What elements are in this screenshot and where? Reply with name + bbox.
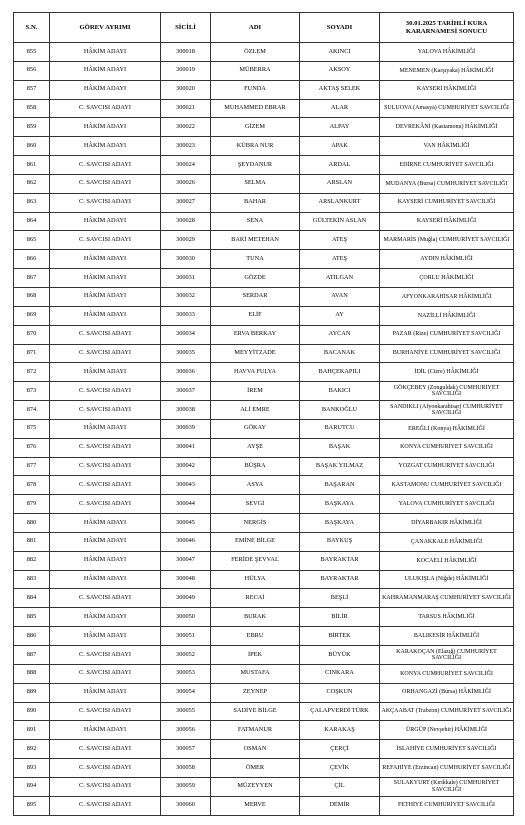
cell-sn: 860 xyxy=(14,137,50,156)
table-row xyxy=(14,61,514,80)
cell-gorev-ayrimi: C. SAVCISI ADAYI xyxy=(50,438,161,457)
cell-kura-sonucu: MUDANYA (Bursa) CUMHURİYET SAVCILIĞI xyxy=(380,174,514,193)
cell-sicili: 300037 xyxy=(161,382,211,401)
cell-soyadi: DEMİR xyxy=(300,796,380,815)
cell-adi: ŞEYDANUR xyxy=(211,156,300,175)
cell-gorev-ayrimi: HÂKİM ADAYI xyxy=(50,212,161,231)
cell-adi: EBRU xyxy=(211,627,300,646)
cell-sicili: 300051 xyxy=(161,627,211,646)
cell-sn: 883 xyxy=(14,570,50,589)
cell-kura-sonucu: İSLAHİYE CUMHURİYET SAVCILIĞI xyxy=(380,740,514,759)
cell-sicili: 300023 xyxy=(161,137,211,156)
header-soyadi: SOYADI xyxy=(300,13,380,43)
cell-gorev-ayrimi: HÂKİM ADAYI xyxy=(50,514,161,533)
cell-sn: 858 xyxy=(14,99,50,118)
table-header-row xyxy=(14,13,514,43)
cell-kura-sonucu: PAZAR (Rize) CUMHURİYET SAVCILIĞI xyxy=(380,325,514,344)
cell-gorev-ayrimi: HÂKİM ADAYI xyxy=(50,43,161,62)
cell-kura-sonucu: KONYA CUMHURİYET SAVCILIĞI xyxy=(380,664,514,683)
cell-sicili: 300022 xyxy=(161,118,211,137)
cell-soyadi: KARAKAŞ xyxy=(300,721,380,740)
cell-adi: MÜBERRA xyxy=(211,61,300,80)
cell-gorev-ayrimi: C. SAVCISI ADAYI xyxy=(50,99,161,118)
cell-sn: 878 xyxy=(14,476,50,495)
cell-kura-sonucu: ÇORLU HÂKİMLİĞİ xyxy=(380,269,514,288)
cell-sn: 873 xyxy=(14,382,50,401)
cell-sn: 869 xyxy=(14,306,50,325)
header-sn: S.N. xyxy=(14,13,50,43)
cell-sicili: 300019 xyxy=(161,61,211,80)
table-row xyxy=(14,476,514,495)
cell-adi: ÖMER xyxy=(211,759,300,778)
table-row xyxy=(14,457,514,476)
cell-kura-sonucu: KAHRAMANMARAŞ CUMHURİYET SAVCILIĞI xyxy=(380,589,514,608)
cell-kura-sonucu: KARAKOÇAN (Elazığ) CUMHURİYET SAVCILIĞI xyxy=(380,646,514,665)
cell-adi: AYŞE xyxy=(211,438,300,457)
cell-soyadi: AY xyxy=(300,306,380,325)
table-row xyxy=(14,231,514,250)
cell-kura-sonucu: KASTAMONU CUMHURİYET SAVCILIĞI xyxy=(380,476,514,495)
cell-adi: ÖZLEM xyxy=(211,43,300,62)
cell-sn: 882 xyxy=(14,551,50,570)
cell-sicili: 300046 xyxy=(161,532,211,551)
cell-sn: 864 xyxy=(14,212,50,231)
cell-sn: 874 xyxy=(14,401,50,420)
cell-gorev-ayrimi: HÂKİM ADAYI xyxy=(50,532,161,551)
cell-soyadi: BAŞAK YILMAZ xyxy=(300,457,380,476)
cell-sn: 893 xyxy=(14,759,50,778)
table-body xyxy=(14,43,514,816)
cell-adi: SADİYE BİLGE xyxy=(211,702,300,721)
table-row xyxy=(14,796,514,815)
cell-sn: 855 xyxy=(14,43,50,62)
cell-adi: RECAİ xyxy=(211,589,300,608)
cell-adi: HAVVA FULYA xyxy=(211,363,300,382)
table-row xyxy=(14,514,514,533)
cell-sn: 887 xyxy=(14,646,50,665)
cell-kura-sonucu: YOZGAT CUMHURİYET SAVCILIĞI xyxy=(380,457,514,476)
cell-adi: MÜZEYYEN xyxy=(211,777,300,796)
table-row xyxy=(14,306,514,325)
cell-adi: GİZEM xyxy=(211,118,300,137)
cell-sicili: 300045 xyxy=(161,514,211,533)
cell-kura-sonucu: SULUOVA (Amasya) CUMHURİYET SAVCILIĞI xyxy=(380,99,514,118)
cell-adi: BAHAR xyxy=(211,193,300,212)
cell-sn: 885 xyxy=(14,608,50,627)
cell-sicili: 300034 xyxy=(161,325,211,344)
table-row xyxy=(14,683,514,702)
cell-sn: 891 xyxy=(14,721,50,740)
cell-soyadi: APAK xyxy=(300,137,380,156)
cell-kura-sonucu: YALOVA HÂKİMLİĞİ xyxy=(380,43,514,62)
table-row xyxy=(14,495,514,514)
cell-soyadi: BAYKUŞ xyxy=(300,532,380,551)
table-row xyxy=(14,532,514,551)
cell-gorev-ayrimi: HÂKİM ADAYI xyxy=(50,137,161,156)
cell-sicili: 300021 xyxy=(161,99,211,118)
table-row xyxy=(14,118,514,137)
cell-gorev-ayrimi: C. SAVCISI ADAYI xyxy=(50,476,161,495)
cell-kura-sonucu: GÖKÇEBEY (Zonguldak) CUMHURİYET SAVCILIĞI xyxy=(380,382,514,401)
cell-sn: 889 xyxy=(14,683,50,702)
cell-kura-sonucu: SULAKYURT (Kırıkkale) CUMHURİYET SAVCILIĞI xyxy=(380,777,514,796)
cell-sicili: 300049 xyxy=(161,589,211,608)
cell-adi: BAKİ METEHAN xyxy=(211,231,300,250)
cell-gorev-ayrimi: C. SAVCISI ADAYI xyxy=(50,401,161,420)
cell-sn: 876 xyxy=(14,438,50,457)
cell-soyadi: BACANAK xyxy=(300,344,380,363)
table-row xyxy=(14,287,514,306)
cell-sn: 862 xyxy=(14,174,50,193)
cell-gorev-ayrimi: C. SAVCISI ADAYI xyxy=(50,325,161,344)
cell-soyadi: ATEŞ xyxy=(300,231,380,250)
cell-gorev-ayrimi: HÂKİM ADAYI xyxy=(50,683,161,702)
cell-gorev-ayrimi: HÂKİM ADAYI xyxy=(50,551,161,570)
cell-kura-sonucu: AKÇAABAT (Trabzon) CUMHURİYET SAVCILIĞI xyxy=(380,702,514,721)
table-row xyxy=(14,702,514,721)
cell-sn: 881 xyxy=(14,532,50,551)
cell-soyadi: BAHÇEKAPILI xyxy=(300,363,380,382)
cell-adi: BÜŞRA xyxy=(211,457,300,476)
cell-soyadi: BEŞLİ xyxy=(300,589,380,608)
cell-adi: SENA xyxy=(211,212,300,231)
cell-sicili: 300043 xyxy=(161,476,211,495)
cell-kura-sonucu: MENEMEN (Karşıyaka) HÂKİMLİĞİ xyxy=(380,61,514,80)
cell-kura-sonucu: TARSUS HÂKİMLİĞİ xyxy=(380,608,514,627)
cell-sn: 892 xyxy=(14,740,50,759)
cell-sicili: 300059 xyxy=(161,777,211,796)
table-row xyxy=(14,401,514,420)
cell-kura-sonucu: NAZİLLİ HÂKİMLİĞİ xyxy=(380,306,514,325)
cell-soyadi: AVAN xyxy=(300,287,380,306)
cell-gorev-ayrimi: HÂKİM ADAYI xyxy=(50,570,161,589)
cell-sicili: 300024 xyxy=(161,156,211,175)
cell-gorev-ayrimi: C. SAVCISI ADAYI xyxy=(50,156,161,175)
cell-gorev-ayrimi: HÂKİM ADAYI xyxy=(50,118,161,137)
cell-adi: SELMA xyxy=(211,174,300,193)
cell-gorev-ayrimi: C. SAVCISI ADAYI xyxy=(50,231,161,250)
cell-kura-sonucu: ÇANAKKALE HÂKİMLİĞİ xyxy=(380,532,514,551)
cell-sn: 866 xyxy=(14,250,50,269)
table-row xyxy=(14,137,514,156)
cell-kura-sonucu: KOCAELİ HÂKİMLİĞİ xyxy=(380,551,514,570)
cell-kura-sonucu: BALIKESİR HÂKİMLİĞİ xyxy=(380,627,514,646)
table-row xyxy=(14,363,514,382)
cell-kura-sonucu: ULUKIŞLA (Niğde) HÂKİMLİĞİ xyxy=(380,570,514,589)
cell-sicili: 300047 xyxy=(161,551,211,570)
table-row xyxy=(14,156,514,175)
cell-adi: ASYA xyxy=(211,476,300,495)
table-row xyxy=(14,325,514,344)
cell-soyadi: ALAR xyxy=(300,99,380,118)
cell-sn: 890 xyxy=(14,702,50,721)
cell-adi: BURAK xyxy=(211,608,300,627)
cell-gorev-ayrimi: C. SAVCISI ADAYI xyxy=(50,759,161,778)
cell-soyadi: BAYRAKTAR xyxy=(300,551,380,570)
cell-kura-sonucu: İDİL (Cizre) HÂKİMLİĞİ xyxy=(380,363,514,382)
table-row xyxy=(14,759,514,778)
cell-adi: ZEYNEP xyxy=(211,683,300,702)
cell-kura-sonucu: FETHİYE CUMHURİYET SAVCILIĞI xyxy=(380,796,514,815)
cell-gorev-ayrimi: HÂKİM ADAYI xyxy=(50,250,161,269)
cell-sicili: 300026 xyxy=(161,174,211,193)
cell-kura-sonucu: BURHANİYE CUMHURİYET SAVCILIĞI xyxy=(380,344,514,363)
table-row xyxy=(14,551,514,570)
cell-sicili: 300057 xyxy=(161,740,211,759)
cell-adi: OSMAN xyxy=(211,740,300,759)
table-row xyxy=(14,382,514,401)
cell-sicili: 300032 xyxy=(161,287,211,306)
cell-gorev-ayrimi: C. SAVCISI ADAYI xyxy=(50,344,161,363)
cell-sicili: 300041 xyxy=(161,438,211,457)
cell-soyadi: AKTAŞ SELEK xyxy=(300,80,380,99)
cell-soyadi: AKSOY xyxy=(300,61,380,80)
cell-sn: 867 xyxy=(14,269,50,288)
cell-soyadi: BAŞKAYA xyxy=(300,514,380,533)
cell-adi: MUHAMMED EBRAR xyxy=(211,99,300,118)
cell-sicili: 300033 xyxy=(161,306,211,325)
table-row xyxy=(14,193,514,212)
cell-sicili: 300020 xyxy=(161,80,211,99)
cell-kura-sonucu: DİYARBAKIR HÂKİMLİĞİ xyxy=(380,514,514,533)
cell-kura-sonucu: MARMARİS (Muğla) CUMHURİYET SAVCILIĞI xyxy=(380,231,514,250)
cell-gorev-ayrimi: C. SAVCISI ADAYI xyxy=(50,457,161,476)
cell-sn: 877 xyxy=(14,457,50,476)
cell-adi: FATMANUR xyxy=(211,721,300,740)
cell-sicili: 300050 xyxy=(161,608,211,627)
cell-soyadi: BAŞAK xyxy=(300,438,380,457)
cell-soyadi: AKINCI xyxy=(300,43,380,62)
cell-adi: EMİNE BİLGE xyxy=(211,532,300,551)
cell-sicili: 300039 xyxy=(161,419,211,438)
cell-kura-sonucu: KAYSERİ HÂKİMLİĞİ xyxy=(380,212,514,231)
header-kura-sonucu: 30.01.2025 TARİHLİ KURA KARARNAMESİ SONUCU xyxy=(380,13,514,43)
cell-soyadi: COŞKUN xyxy=(300,683,380,702)
cell-adi: SEVGİ xyxy=(211,495,300,514)
cell-sn: 859 xyxy=(14,118,50,137)
cell-sn: 861 xyxy=(14,156,50,175)
cell-sicili: 300031 xyxy=(161,269,211,288)
cell-adi: TUNA xyxy=(211,250,300,269)
cell-kura-sonucu: KONYA CUMHURİYET SAVCILIĞI xyxy=(380,438,514,457)
cell-gorev-ayrimi: HÂKİM ADAYI xyxy=(50,419,161,438)
table-row xyxy=(14,269,514,288)
cell-kura-sonucu: AYDIN HÂKİMLİĞİ xyxy=(380,250,514,269)
cell-sicili: 300042 xyxy=(161,457,211,476)
cell-sn: 857 xyxy=(14,80,50,99)
cell-sn: 856 xyxy=(14,61,50,80)
cell-soyadi: GÜLTEKİN ASLAN xyxy=(300,212,380,231)
cell-gorev-ayrimi: C. SAVCISI ADAYI xyxy=(50,740,161,759)
cell-gorev-ayrimi: C. SAVCISI ADAYI xyxy=(50,796,161,815)
table-row xyxy=(14,212,514,231)
cell-sicili: 300056 xyxy=(161,721,211,740)
cell-soyadi: ATILGAN xyxy=(300,269,380,288)
cell-kura-sonucu: KAYSERİ CUMHURİYET SAVCILIĞI xyxy=(380,193,514,212)
cell-soyadi: AYCAN xyxy=(300,325,380,344)
cell-sicili: 300038 xyxy=(161,401,211,420)
cell-soyadi: BİLİR xyxy=(300,608,380,627)
cell-gorev-ayrimi: C. SAVCISI ADAYI xyxy=(50,646,161,665)
cell-adi: İPEK xyxy=(211,646,300,665)
cell-soyadi: BÜYÜK xyxy=(300,646,380,665)
table-row xyxy=(14,99,514,118)
cell-soyadi: BAYRAKTAR xyxy=(300,570,380,589)
cell-soyadi: CINKARA xyxy=(300,664,380,683)
cell-adi: FUNDA xyxy=(211,80,300,99)
cell-gorev-ayrimi: HÂKİM ADAYI xyxy=(50,627,161,646)
cell-gorev-ayrimi: HÂKİM ADAYI xyxy=(50,363,161,382)
cell-soyadi: ÇERÇİ xyxy=(300,740,380,759)
cell-sicili: 300035 xyxy=(161,344,211,363)
cell-sn: 868 xyxy=(14,287,50,306)
cell-sn: 875 xyxy=(14,419,50,438)
table-row xyxy=(14,740,514,759)
cell-adi: KÜBRA NUR xyxy=(211,137,300,156)
cell-sicili: 300052 xyxy=(161,646,211,665)
cell-sn: 886 xyxy=(14,627,50,646)
cell-sicili: 300029 xyxy=(161,231,211,250)
cell-adi: FERİDE ŞEVVAL xyxy=(211,551,300,570)
cell-sicili: 300028 xyxy=(161,212,211,231)
cell-sn: 884 xyxy=(14,589,50,608)
cell-gorev-ayrimi: C. SAVCISI ADAYI xyxy=(50,589,161,608)
header-adi: ADI xyxy=(211,13,300,43)
cell-kura-sonucu: DEVREKÂNİ (Kastamonu) HÂKİMLİĞİ xyxy=(380,118,514,137)
cell-soyadi: BARUTCU xyxy=(300,419,380,438)
table-row xyxy=(14,174,514,193)
cell-sn: 870 xyxy=(14,325,50,344)
cell-adi: GÖKAY xyxy=(211,419,300,438)
cell-gorev-ayrimi: C. SAVCISI ADAYI xyxy=(50,495,161,514)
cell-adi: SERDAR xyxy=(211,287,300,306)
cell-kura-sonucu: SANDIKLI (Afyonkarahisar) CUMHURİYET SAVCILIĞI xyxy=(380,401,514,420)
cell-sicili: 300030 xyxy=(161,250,211,269)
cell-sn: 894 xyxy=(14,777,50,796)
cell-kura-sonucu: AFYONKARAHİSAR HÂKİMLİĞİ xyxy=(380,287,514,306)
cell-gorev-ayrimi: C. SAVCISI ADAYI xyxy=(50,193,161,212)
cell-gorev-ayrimi: HÂKİM ADAYI xyxy=(50,287,161,306)
cell-gorev-ayrimi: C. SAVCISI ADAYI xyxy=(50,664,161,683)
cell-soyadi: ÇEVİK xyxy=(300,759,380,778)
cell-soyadi: BİRTEK xyxy=(300,627,380,646)
header-gorev-ayrimi: GÖREV AYRIMI xyxy=(50,13,161,43)
cell-sn: 880 xyxy=(14,514,50,533)
table-row xyxy=(14,570,514,589)
assignment-table xyxy=(13,12,514,816)
cell-adi: ERVA BERKAY xyxy=(211,325,300,344)
cell-gorev-ayrimi: HÂKİM ADAYI xyxy=(50,306,161,325)
header-sicili: SİCİLİ xyxy=(161,13,211,43)
table-row xyxy=(14,419,514,438)
cell-adi: MERVE xyxy=(211,796,300,815)
cell-soyadi: BANKOĞLU xyxy=(300,401,380,420)
cell-adi: HÜLYA xyxy=(211,570,300,589)
cell-sn: 879 xyxy=(14,495,50,514)
cell-soyadi: ALPAY xyxy=(300,118,380,137)
cell-gorev-ayrimi: HÂKİM ADAYI xyxy=(50,269,161,288)
cell-sicili: 300027 xyxy=(161,193,211,212)
cell-adi: İREM xyxy=(211,382,300,401)
cell-adi: MUSTAFA xyxy=(211,664,300,683)
cell-gorev-ayrimi: C. SAVCISI ADAYI xyxy=(50,777,161,796)
table-row xyxy=(14,43,514,62)
table-row xyxy=(14,664,514,683)
cell-sicili: 300055 xyxy=(161,702,211,721)
cell-sicili: 300044 xyxy=(161,495,211,514)
cell-adi: MEYYİTZADE xyxy=(211,344,300,363)
cell-sicili: 300058 xyxy=(161,759,211,778)
cell-sn: 888 xyxy=(14,664,50,683)
cell-soyadi: ÇİL xyxy=(300,777,380,796)
table-row xyxy=(14,80,514,99)
table-row xyxy=(14,721,514,740)
cell-sicili: 300018 xyxy=(161,43,211,62)
cell-sicili: 300036 xyxy=(161,363,211,382)
cell-sicili: 300054 xyxy=(161,683,211,702)
cell-sn: 865 xyxy=(14,231,50,250)
cell-adi: ELİF xyxy=(211,306,300,325)
cell-gorev-ayrimi: HÂKİM ADAYI xyxy=(50,721,161,740)
cell-sicili: 300048 xyxy=(161,570,211,589)
cell-soyadi: BAKICI xyxy=(300,382,380,401)
table-row xyxy=(14,646,514,665)
table-row xyxy=(14,627,514,646)
table-row xyxy=(14,777,514,796)
cell-soyadi: ÇALAPVERDİ TÜRK xyxy=(300,702,380,721)
cell-gorev-ayrimi: HÂKİM ADAYI xyxy=(50,61,161,80)
cell-adi: NERGİS xyxy=(211,514,300,533)
table-row xyxy=(14,344,514,363)
cell-sn: 872 xyxy=(14,363,50,382)
cell-gorev-ayrimi: HÂKİM ADAYI xyxy=(50,608,161,627)
cell-soyadi: ARSLAN xyxy=(300,174,380,193)
table-row xyxy=(14,250,514,269)
cell-gorev-ayrimi: C. SAVCISI ADAYI xyxy=(50,174,161,193)
cell-kura-sonucu: EREĞLİ (Konya) HÂKİMLİĞİ xyxy=(380,419,514,438)
cell-gorev-ayrimi: C. SAVCISI ADAYI xyxy=(50,702,161,721)
cell-kura-sonucu: YALOVA CUMHURİYET SAVCILIĞI xyxy=(380,495,514,514)
cell-sicili: 300053 xyxy=(161,664,211,683)
cell-kura-sonucu: ORHANGAZİ (Bursa) HÂKİMLİĞİ xyxy=(380,683,514,702)
table-row xyxy=(14,589,514,608)
cell-soyadi: ARDAL xyxy=(300,156,380,175)
cell-kura-sonucu: ÜRGÜP (Nevşehir) HÂKİMLİĞİ xyxy=(380,721,514,740)
cell-gorev-ayrimi: C. SAVCISI ADAYI xyxy=(50,382,161,401)
cell-soyadi: BAŞKAYA xyxy=(300,495,380,514)
cell-kura-sonucu: VAN HÂKİMLİĞİ xyxy=(380,137,514,156)
cell-kura-sonucu: KAYSERİ HÂKİMLİĞİ xyxy=(380,80,514,99)
cell-sn: 871 xyxy=(14,344,50,363)
cell-gorev-ayrimi: HÂKİM ADAYI xyxy=(50,80,161,99)
cell-soyadi: ARSLANKURT xyxy=(300,193,380,212)
cell-kura-sonucu: EDİRNE CUMHURİYET SAVCILIĞI xyxy=(380,156,514,175)
cell-sicili: 300060 xyxy=(161,796,211,815)
cell-sn: 863 xyxy=(14,193,50,212)
cell-adi: GÖZDE xyxy=(211,269,300,288)
cell-adi: ALİ EMRE xyxy=(211,401,300,420)
cell-kura-sonucu: REFAHİYE (Erzincan) CUMHURİYET SAVCILIĞI xyxy=(380,759,514,778)
table-row xyxy=(14,608,514,627)
cell-sn: 895 xyxy=(14,796,50,815)
table-row xyxy=(14,438,514,457)
cell-soyadi: ATEŞ xyxy=(300,250,380,269)
cell-soyadi: BAŞARAN xyxy=(300,476,380,495)
